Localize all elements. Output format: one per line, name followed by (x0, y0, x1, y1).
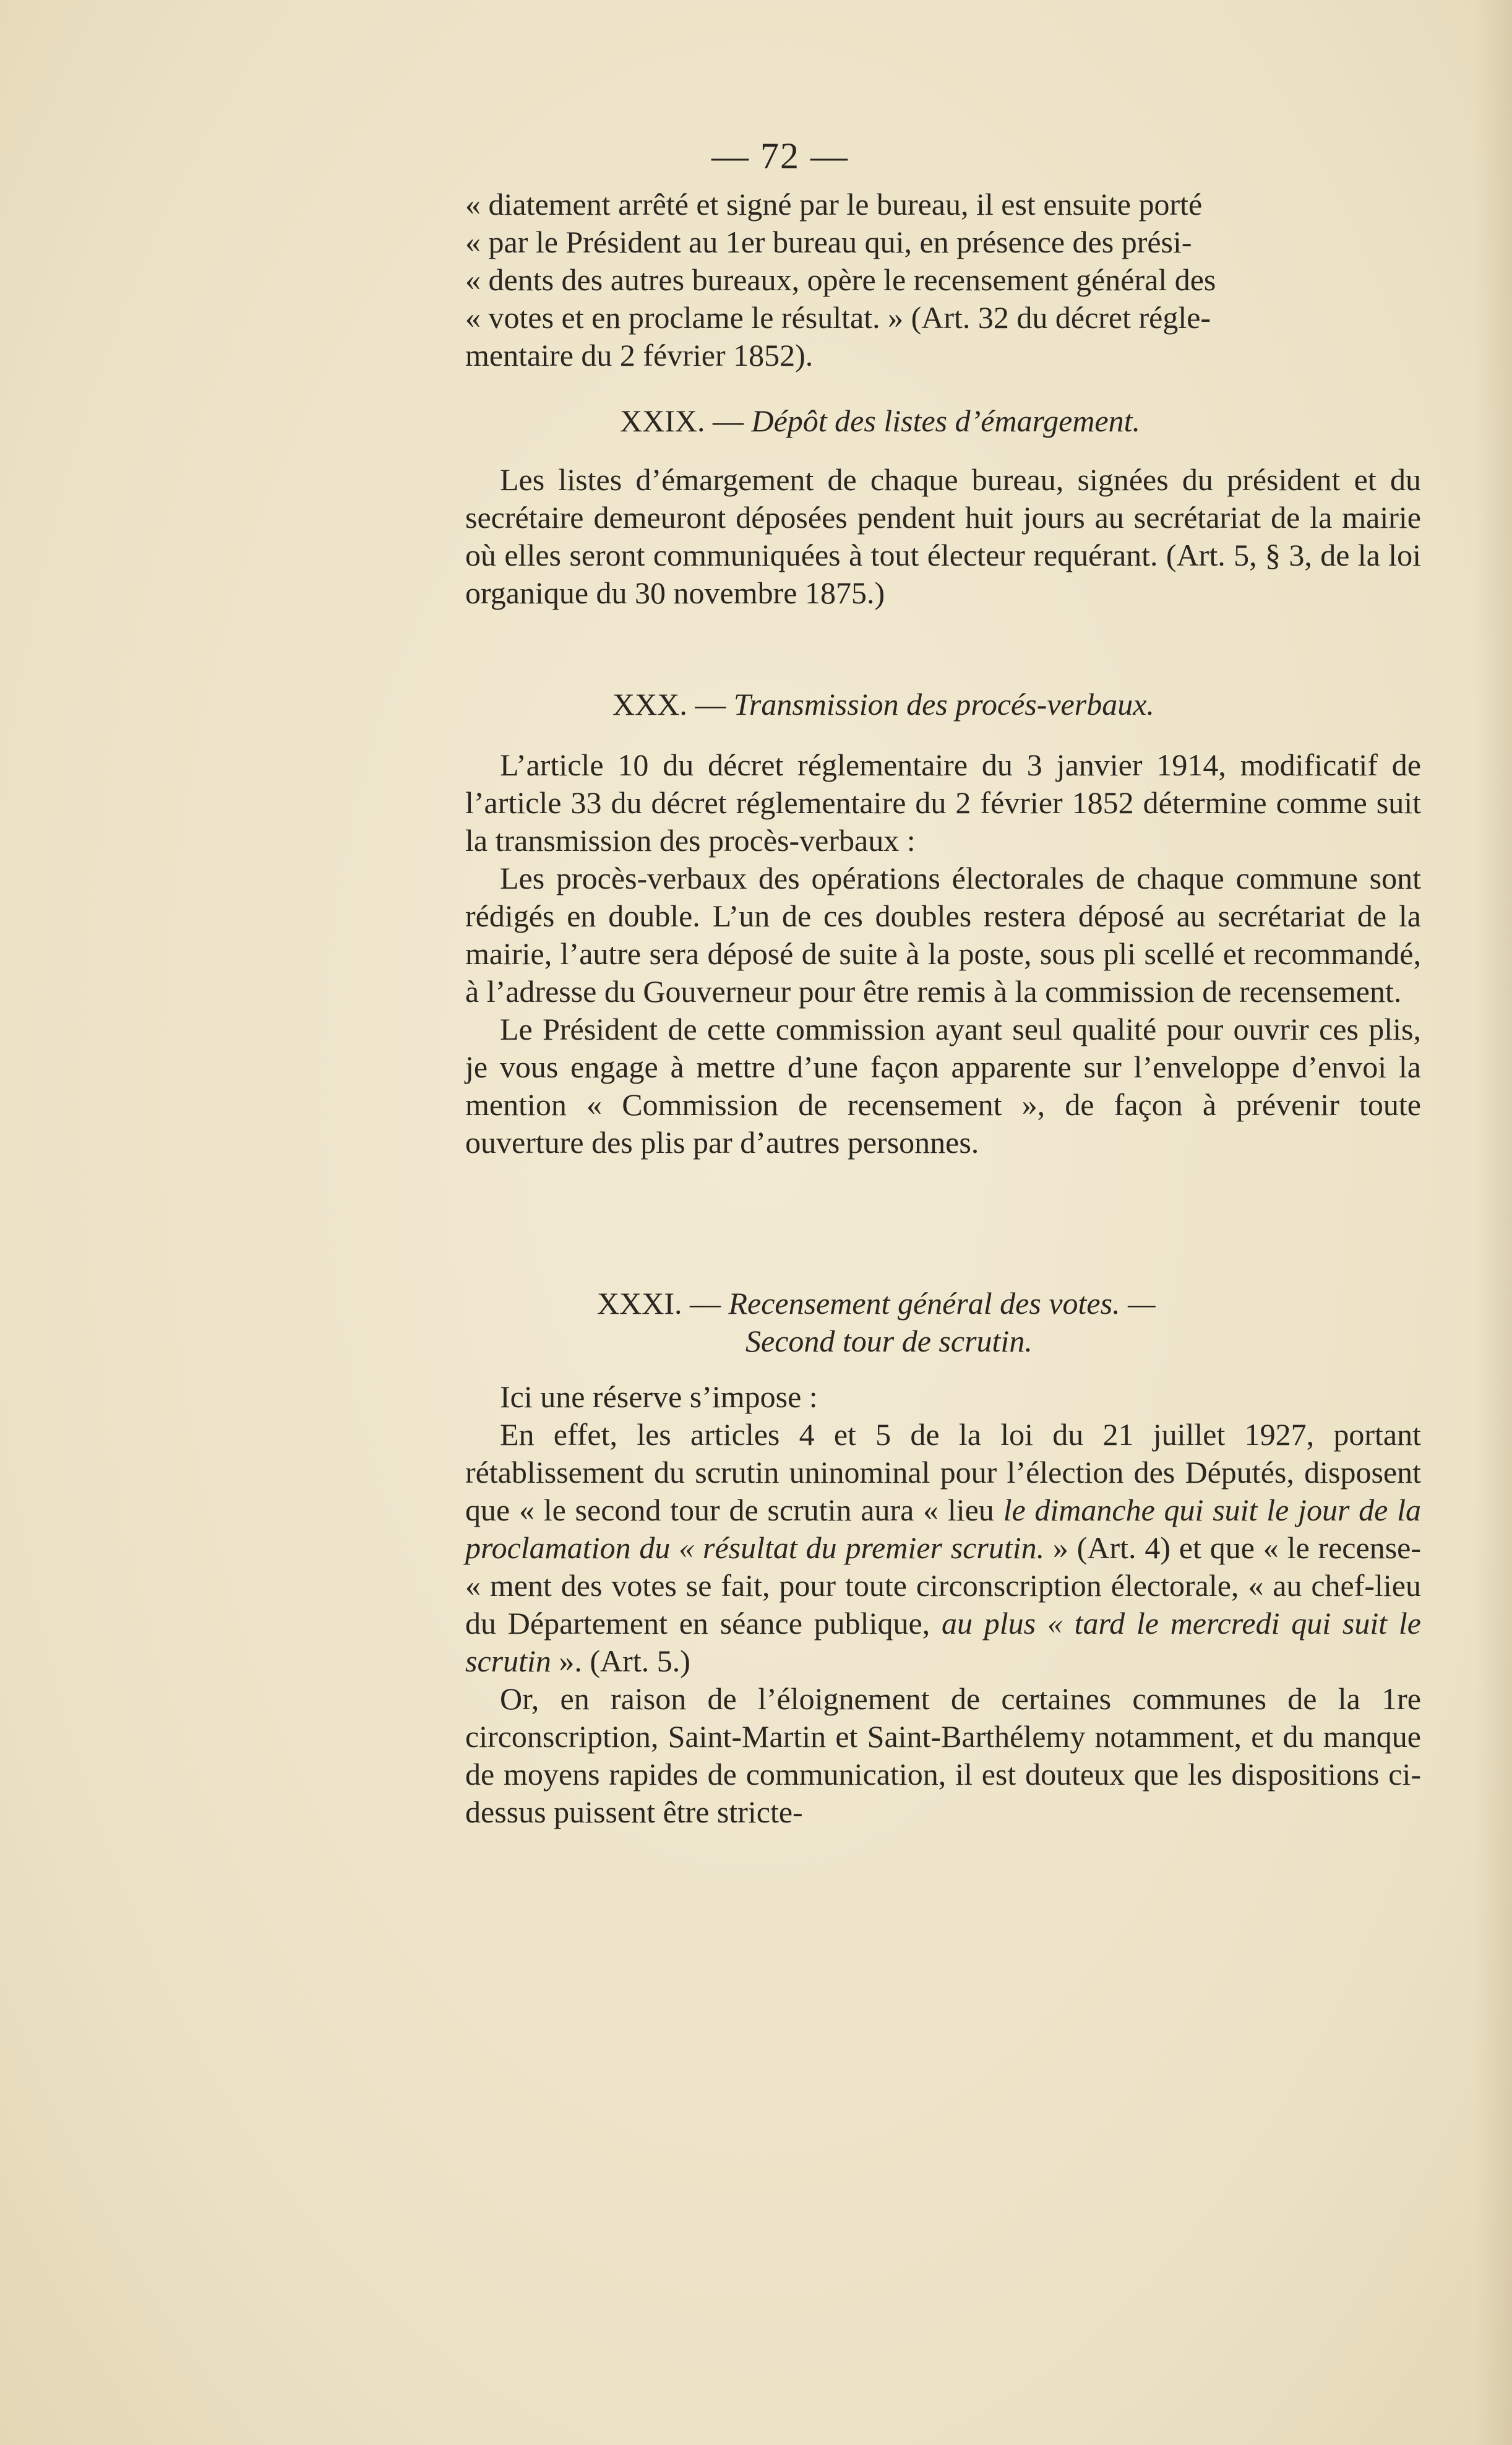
paragraph-2-italic-b: le dimanche qui suit le jour de la proclamation du « résultat du premier scrutin. (465, 1493, 1422, 1565)
section-30-number: XXX. — (612, 687, 726, 722)
section-31-paragraph-2 (465, 1416, 1421, 1680)
section-29-body (465, 461, 1421, 612)
paragraph-2-text-e: ». (Art. 5.) (551, 1644, 690, 1678)
section-29-number: XXIX. — (620, 403, 744, 438)
quote-line: « votes et en proclame le résultat. » (Art. 32 du décret régle- (465, 300, 1211, 335)
section-31-title-line2: Second tour de scrutin. (745, 1324, 1033, 1358)
page-number: — 72 — (711, 136, 849, 176)
section-30-heading (0, 686, 1512, 723)
paragraph-2-italic-d: au plus « tard le mercredi qui suit le scrutin (465, 1606, 1421, 1678)
section-31-number: XXXI. — (597, 1286, 721, 1321)
section-31-body (465, 1378, 1421, 1831)
paragraph-2-text-c: » (Art. 4) et que « le recense- « ment des votes se fait, pour toute circonscription électorale, « au chef-lieu du Département en séance publique, (465, 1530, 1421, 1641)
section-31-paragraph-3: Or, en raison de l’éloignement de certaines communes de la 1re circonscription, Saint-Martin et Saint-Barthélemy notamment, et du manque de moyens rapides de communication, il est douteux que les dispositions ci-dessus puissent être stricte- (465, 1681, 1421, 1829)
section-31-heading (0, 1285, 1512, 1360)
section-30-paragraph-2: Les procès-verbaux des opérations électorales de chaque commune sont rédigés en double. L’un de ces doubles restera déposé au secrétariat de la mairie, l’autre sera déposé de suite à la poste, sous pli scellé et recommandé, à l’adresse du Gouverneur pour être remis à la commission de recensement. (465, 861, 1421, 1009)
section-29-title: Dépôt des listes d’émargement. (751, 403, 1141, 438)
quote-line: « dents des autres bureaux, opère le recensement général des (465, 262, 1216, 297)
section-29-heading (0, 402, 1512, 440)
section-31-title-line1: Recensement général des votes. — (728, 1286, 1156, 1321)
top-quote (465, 186, 1421, 374)
quote-line: « par le Président au 1er bureau qui, en présence des prési- (465, 225, 1192, 259)
section-30-paragraph-1: L’article 10 du décret réglementaire du 3 janvier 1914, modificatif de l’article 33 du décret réglementaire du 2 février 1852 détermine comme suit la transmission des procès-verbaux : (465, 748, 1421, 858)
page-edge-shadow (1475, 0, 1512, 2445)
section-29-paragraph: Les listes d’émargement de chaque bureau, signées du président et du secrétaire demeuront déposées pendent huit jours au secrétariat de la mairie où elles seront communiquées à tout électeur requérant. (Art. 5, § 3, de la loi organique du 30 novembre 1875.) (465, 462, 1421, 610)
section-30-paragraph-3: Le Président de cette commission ayant seul qualité pour ouvrir ces plis, je vous engage à mettre d’une façon apparente sur l’enveloppe d’envoi la mention « Commission de recensement », de façon à prévenir toute ouverture des plis par d’autres personnes. (465, 1012, 1421, 1160)
paragraph-2-text-a: En effet, les articles 4 et 5 de la loi du 21 juillet 1927, portant rétablissement du scrutin uninominal pour l’élection des Députés, disposent que « le second tour de scrutin aura « lieu (465, 1417, 1421, 1527)
quote-line: « diatement arrêté et signé par le bureau, il est ensuite porté (465, 187, 1203, 222)
section-30-title: Transmission des procés-verbaux. (733, 687, 1154, 722)
section-30-body (465, 746, 1421, 1162)
section-31-paragraph-1: Ici une réserve s’impose : (500, 1379, 818, 1414)
quote-line: mentaire du 2 février 1852). (465, 338, 814, 373)
